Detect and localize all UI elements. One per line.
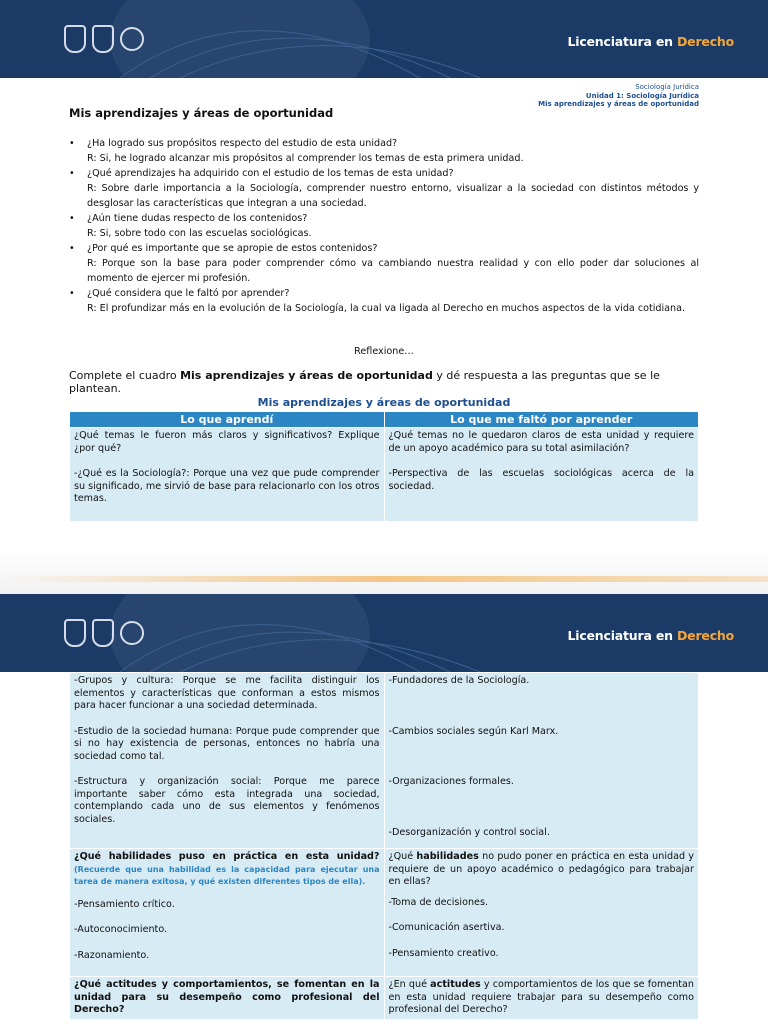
table-cell: ¿Qué temas le fueron más claros y significativos? Explique ¿por qué? -¿Qué es la Sociología?: Porque una vez que pude comprender su significado, me sirvió de base para relacionarlo con los otros temas.	[70, 428, 385, 522]
table-cell: -Grupos y cultura: Porque se me facilita distinguir los elementos y características que conforman a estos mismos para hacer funcionar a una sociedad determinada. -Estudio de la sociedad humana: Porque pude comprender que si no hay existencia de personas, entonces no habría una sociedad como tal. -Estructura y organización social: Porque me parece importante saber cómo esta integrada una sociedad, contemplando cada uno de sus elementos y fenómenos sociales.	[70, 673, 385, 849]
program-brand: Licenciatura en Derecho	[567, 628, 734, 643]
running-header	[538, 83, 699, 109]
course-name: Sociología Jurídica	[635, 83, 699, 91]
table-cell: -Fundadores de la Sociología. -Cambios sociales según Karl Marx. -Organizaciones formales. -Desorganización y control social.	[384, 673, 699, 849]
table-cell: ¿Qué actitudes y comportamientos, se fomentan en la unidad para su desempeño como profesional del Derecho?	[70, 977, 385, 1020]
table-row	[70, 849, 699, 977]
question: • ¿Qué aprendizajes ha adquirido con el estudio de los temas de esta unidad?	[87, 168, 454, 179]
answer: R: Si, he logrado alcanzar mis propósitos al comprender los temas de esta primera unidad.	[87, 153, 524, 164]
page-separator	[0, 550, 768, 594]
table-row	[70, 977, 699, 1020]
page-title: Mis aprendizajes y áreas de oportunidad	[69, 106, 334, 120]
sua-logo-icon	[120, 621, 144, 645]
table-cell: ¿Qué habilidades no pudo poner en práctica en esta unidad y requiere de un apoyo académico o pedagógico para trabajar en ellas? -Toma de decisiones. -Comunicación asertiva. -Pensamiento creativo.	[384, 849, 699, 977]
instruction-text: Complete el cuadro Mis aprendizajes y áreas de oportunidad y dé respuesta a las preguntas que se le plantean.	[69, 369, 660, 395]
list-item	[69, 136, 699, 166]
header-banner	[0, 0, 768, 78]
list-item	[69, 211, 699, 241]
question: • ¿Por qué es importante que se apropie de estos contenidos?	[87, 243, 378, 254]
questions-list	[69, 136, 699, 316]
header-banner	[0, 594, 768, 672]
table-cell: ¿En qué actitudes y comportamientos de los que se fomentan en esta unidad requiere trabajar para su desempeño como profesional del Derecho?	[384, 977, 699, 1020]
answer: R: Sobre darle importancia a la Sociología, comprender nuestro entorno, visualizar a la sociedad con distintos métodos y desglosar las características que integran a una sociedad.	[87, 183, 699, 209]
table-row	[70, 428, 699, 522]
unam-shield-icon	[64, 619, 86, 647]
list-item	[69, 166, 699, 211]
question: • ¿Aún tiene dudas respecto de los contenidos?	[87, 213, 308, 224]
unit-name: Unidad 1: Sociología Jurídica	[585, 91, 699, 100]
answer: R: Si, sobre todo con las escuelas sociológicas.	[87, 228, 312, 239]
question: • ¿Qué considera que le faltó por aprender?	[87, 288, 290, 299]
sua-logo-icon	[120, 27, 144, 51]
hint-text: (Recuerde que una habilidad es la capacidad para ejecutar una tarea de manera exitosa, y qué existen diferentes tipos de ella).	[74, 864, 380, 886]
table-cell: ¿Qué temas no le quedaron claros de esta unidad y requiere de un apoyo académico para su total asimilación? -Perspectiva de las escuelas sociológicas acerca de la sociedad.	[384, 428, 699, 522]
column-header-missing: Lo que me faltó por aprender	[384, 412, 699, 428]
unam-shield-icon	[64, 25, 86, 53]
learning-table-continued	[69, 672, 699, 1020]
page-1	[0, 78, 768, 550]
topic-name: Mis aprendizajes y áreas de oportunidad	[538, 100, 699, 108]
learning-table	[69, 411, 699, 522]
faculty-shield-icon	[92, 25, 114, 53]
column-header-learned: Lo que aprendí	[70, 412, 385, 428]
reflexione-text: Reflexione…	[354, 346, 414, 357]
list-item	[69, 241, 699, 286]
question: • ¿Ha logrado sus propósitos respecto del estudio de esta unidad?	[87, 138, 398, 149]
table-title: Mis aprendizajes y áreas de oportunidad	[257, 396, 511, 409]
table-row	[70, 673, 699, 849]
faculty-shield-icon	[92, 619, 114, 647]
separator-stripe	[0, 576, 768, 582]
answer: R: El profundizar más en la evolución de la Sociología, la cual va ligada al Derecho en muchos aspectos de la vida cotidiana.	[87, 303, 686, 314]
list-item	[69, 286, 699, 316]
program-brand: Licenciatura en Derecho	[567, 34, 734, 49]
answer: R: Porque son la base para poder comprender cómo va cambiando nuestra realidad y con ello poder dar soluciones al momento de ejercer mi profesión.	[87, 258, 699, 284]
table-cell: ¿Qué habilidades puso en práctica en esta unidad? (Recuerde que una habilidad es la capacidad para ejecutar una tarea de manera exitosa, y qué existen diferentes tipos de ella). -Pensamiento crítico. -Autoconocimiento. -Razonamiento.	[70, 849, 385, 977]
